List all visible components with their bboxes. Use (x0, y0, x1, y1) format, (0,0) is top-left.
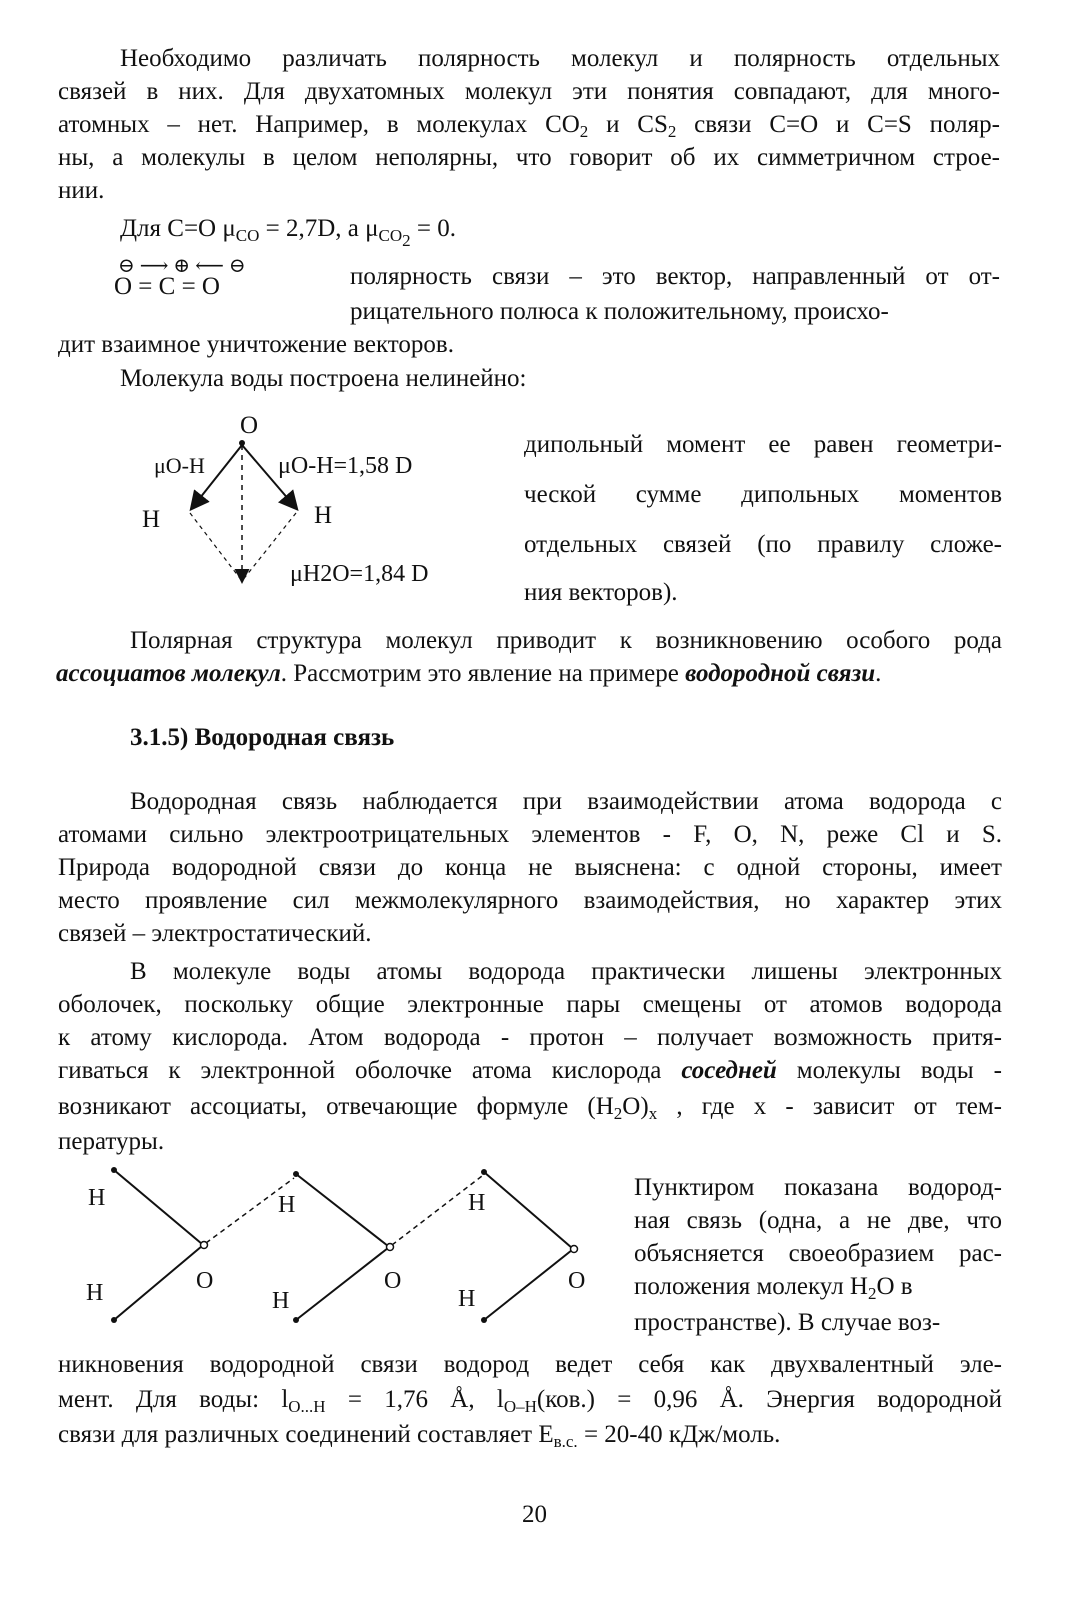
hbond-line2: атомами сильно электроотрицательных элементов - F, O, N, реже Cl и S. (58, 821, 1002, 848)
p1-line3: атомных – нет. Например, в молекулах $CO_2$ и $CS_2$ связи C=O и C=S поляр- (58, 111, 1000, 141)
water-text-line1: дипольный момент ее равен геометри- (524, 431, 1002, 458)
water-text-line3: отдельных связей (по правилу сложе- (524, 531, 1002, 558)
final-line3: связи для различных соединений составляет $E_{в.с.} = 20-40$ кДж/моль. (58, 1421, 781, 1451)
p1-line1: Необходимо различать полярность молекул и полярность отдельных (120, 45, 1000, 72)
o-label-1: O (196, 1268, 214, 1294)
bond-1b (114, 1246, 202, 1320)
vector-line1: полярность связи – это вектор, направленный от от- (350, 263, 1000, 290)
hbond-chain-diagram (78, 1160, 608, 1335)
vector-line3: дит взаимное уничтожение векторов. (58, 331, 454, 358)
dipole-line: Для C=O $\mu_{CO} = 2,7D$, а $\mu_{CO_2} = 0$. (120, 215, 457, 250)
water-dipole-diagram (130, 405, 470, 605)
bond-1a (114, 1170, 202, 1244)
o-label-2: O (384, 1268, 402, 1294)
bond-3a (484, 1172, 572, 1248)
chain-text-line1: Пунктиром показана водород- (634, 1174, 1002, 1201)
bond-2b (296, 1248, 388, 1320)
chain-text-line2: ная связь (одна, а не две, что (634, 1207, 1002, 1234)
assoc-line2: ассоциатов молекул. Рассмотрим это явление на примере водородной связи. (56, 660, 882, 687)
bond-3b (484, 1250, 572, 1320)
water-par-line2: оболочек, поскольку общие электронные пары смещены от атомов водорода (58, 991, 1002, 1018)
p1-line2: связей в них. Для двухатомных молекул эти понятия совпадают, для много- (58, 78, 1000, 105)
water-par-line5: возникают ассоциаты, отвечающие формуле $(H_2O)_x$ , где x - зависит от тем- (58, 1093, 1002, 1123)
water-h-right: H (314, 502, 333, 529)
h-label-3a: H (468, 1190, 486, 1216)
parallelogram-left (190, 513, 242, 581)
h-label-1b: H (86, 1280, 104, 1306)
water-o-label: O (240, 412, 259, 439)
water-h-left: H (142, 506, 161, 533)
co2-atoms: O = C = O (114, 273, 220, 300)
o-label-3: O (568, 1268, 586, 1294)
h-label-1a: H (88, 1185, 106, 1211)
hbond-line4: место проявление сил межмолекулярного взаимодействия, но характер этих (58, 887, 1002, 914)
chain-text-line3: объясняется своеобразием рас- (634, 1240, 1002, 1267)
vector-line2: рицательного полюса к положительному, происхо- (350, 298, 889, 325)
h-label-2a: H (278, 1192, 296, 1218)
bond-2a (296, 1174, 388, 1246)
p1-line5: нии. (58, 177, 105, 204)
o-atom-3 (571, 1246, 578, 1253)
section-title: 3.1.5) Водородная связь (130, 724, 395, 751)
page-number: 20 (522, 1501, 547, 1528)
water-par-line3: к атому кислорода. Атом водорода - протон – получает возможность притя- (58, 1024, 1002, 1051)
water-text-line2: ческой сумме дипольных моментов (524, 481, 1002, 508)
hbond-line1: Водородная связь наблюдается при взаимодействии атома водорода с (130, 788, 1002, 815)
hbond-line5: связей – электростатический. (58, 920, 372, 947)
h-label-3b: H (458, 1286, 476, 1312)
chain-text-line4: положения молекул $H_2O$ в (634, 1273, 913, 1303)
co2-charges: ⊖ ⟶ ⊕ ⟵ ⊖ (118, 255, 246, 277)
hbond-line3: Природа водородной связи до конца не выяснена: с одной стороны, имеет (58, 854, 1002, 881)
water-intro: Молекула воды построена нелинейно: (120, 365, 527, 392)
mu-left-label: μO-H (154, 453, 205, 478)
assoc-line1: Полярная структура молекул приводит к возникновению особого рода (130, 627, 1002, 654)
parallelogram-right (242, 513, 296, 581)
p1-line4: ны, а молекулы в целом неполярны, что говорит об их симметричном строе- (58, 144, 1000, 171)
water-text-line4: ния векторов). (524, 579, 678, 606)
chain-text-line5: пространстве). В случае воз- (634, 1309, 941, 1336)
mu-total-label: μH2O=1,84 D (290, 561, 429, 587)
mu-right-label: μO-H=1,58 D (278, 453, 413, 479)
final-line2: мент. Для воды: $l_{O...H} = 1,76$ Å, $l_{O-H}(ков.) = 0,96$ Å. Энергия водородной (58, 1386, 1002, 1416)
water-par-line4: гиваться к электронной оболочке атома кислорода соседней молекулы воды - (58, 1057, 1002, 1084)
h-label-2b: H (272, 1288, 290, 1314)
final-line1: никновения водородной связи водород ведет себя как двухвалентный эле- (58, 1351, 1002, 1378)
water-par-line1: В молекуле воды атомы водорода практически лишены электронных (130, 958, 1002, 985)
water-par-line6: пературы. (58, 1128, 165, 1155)
